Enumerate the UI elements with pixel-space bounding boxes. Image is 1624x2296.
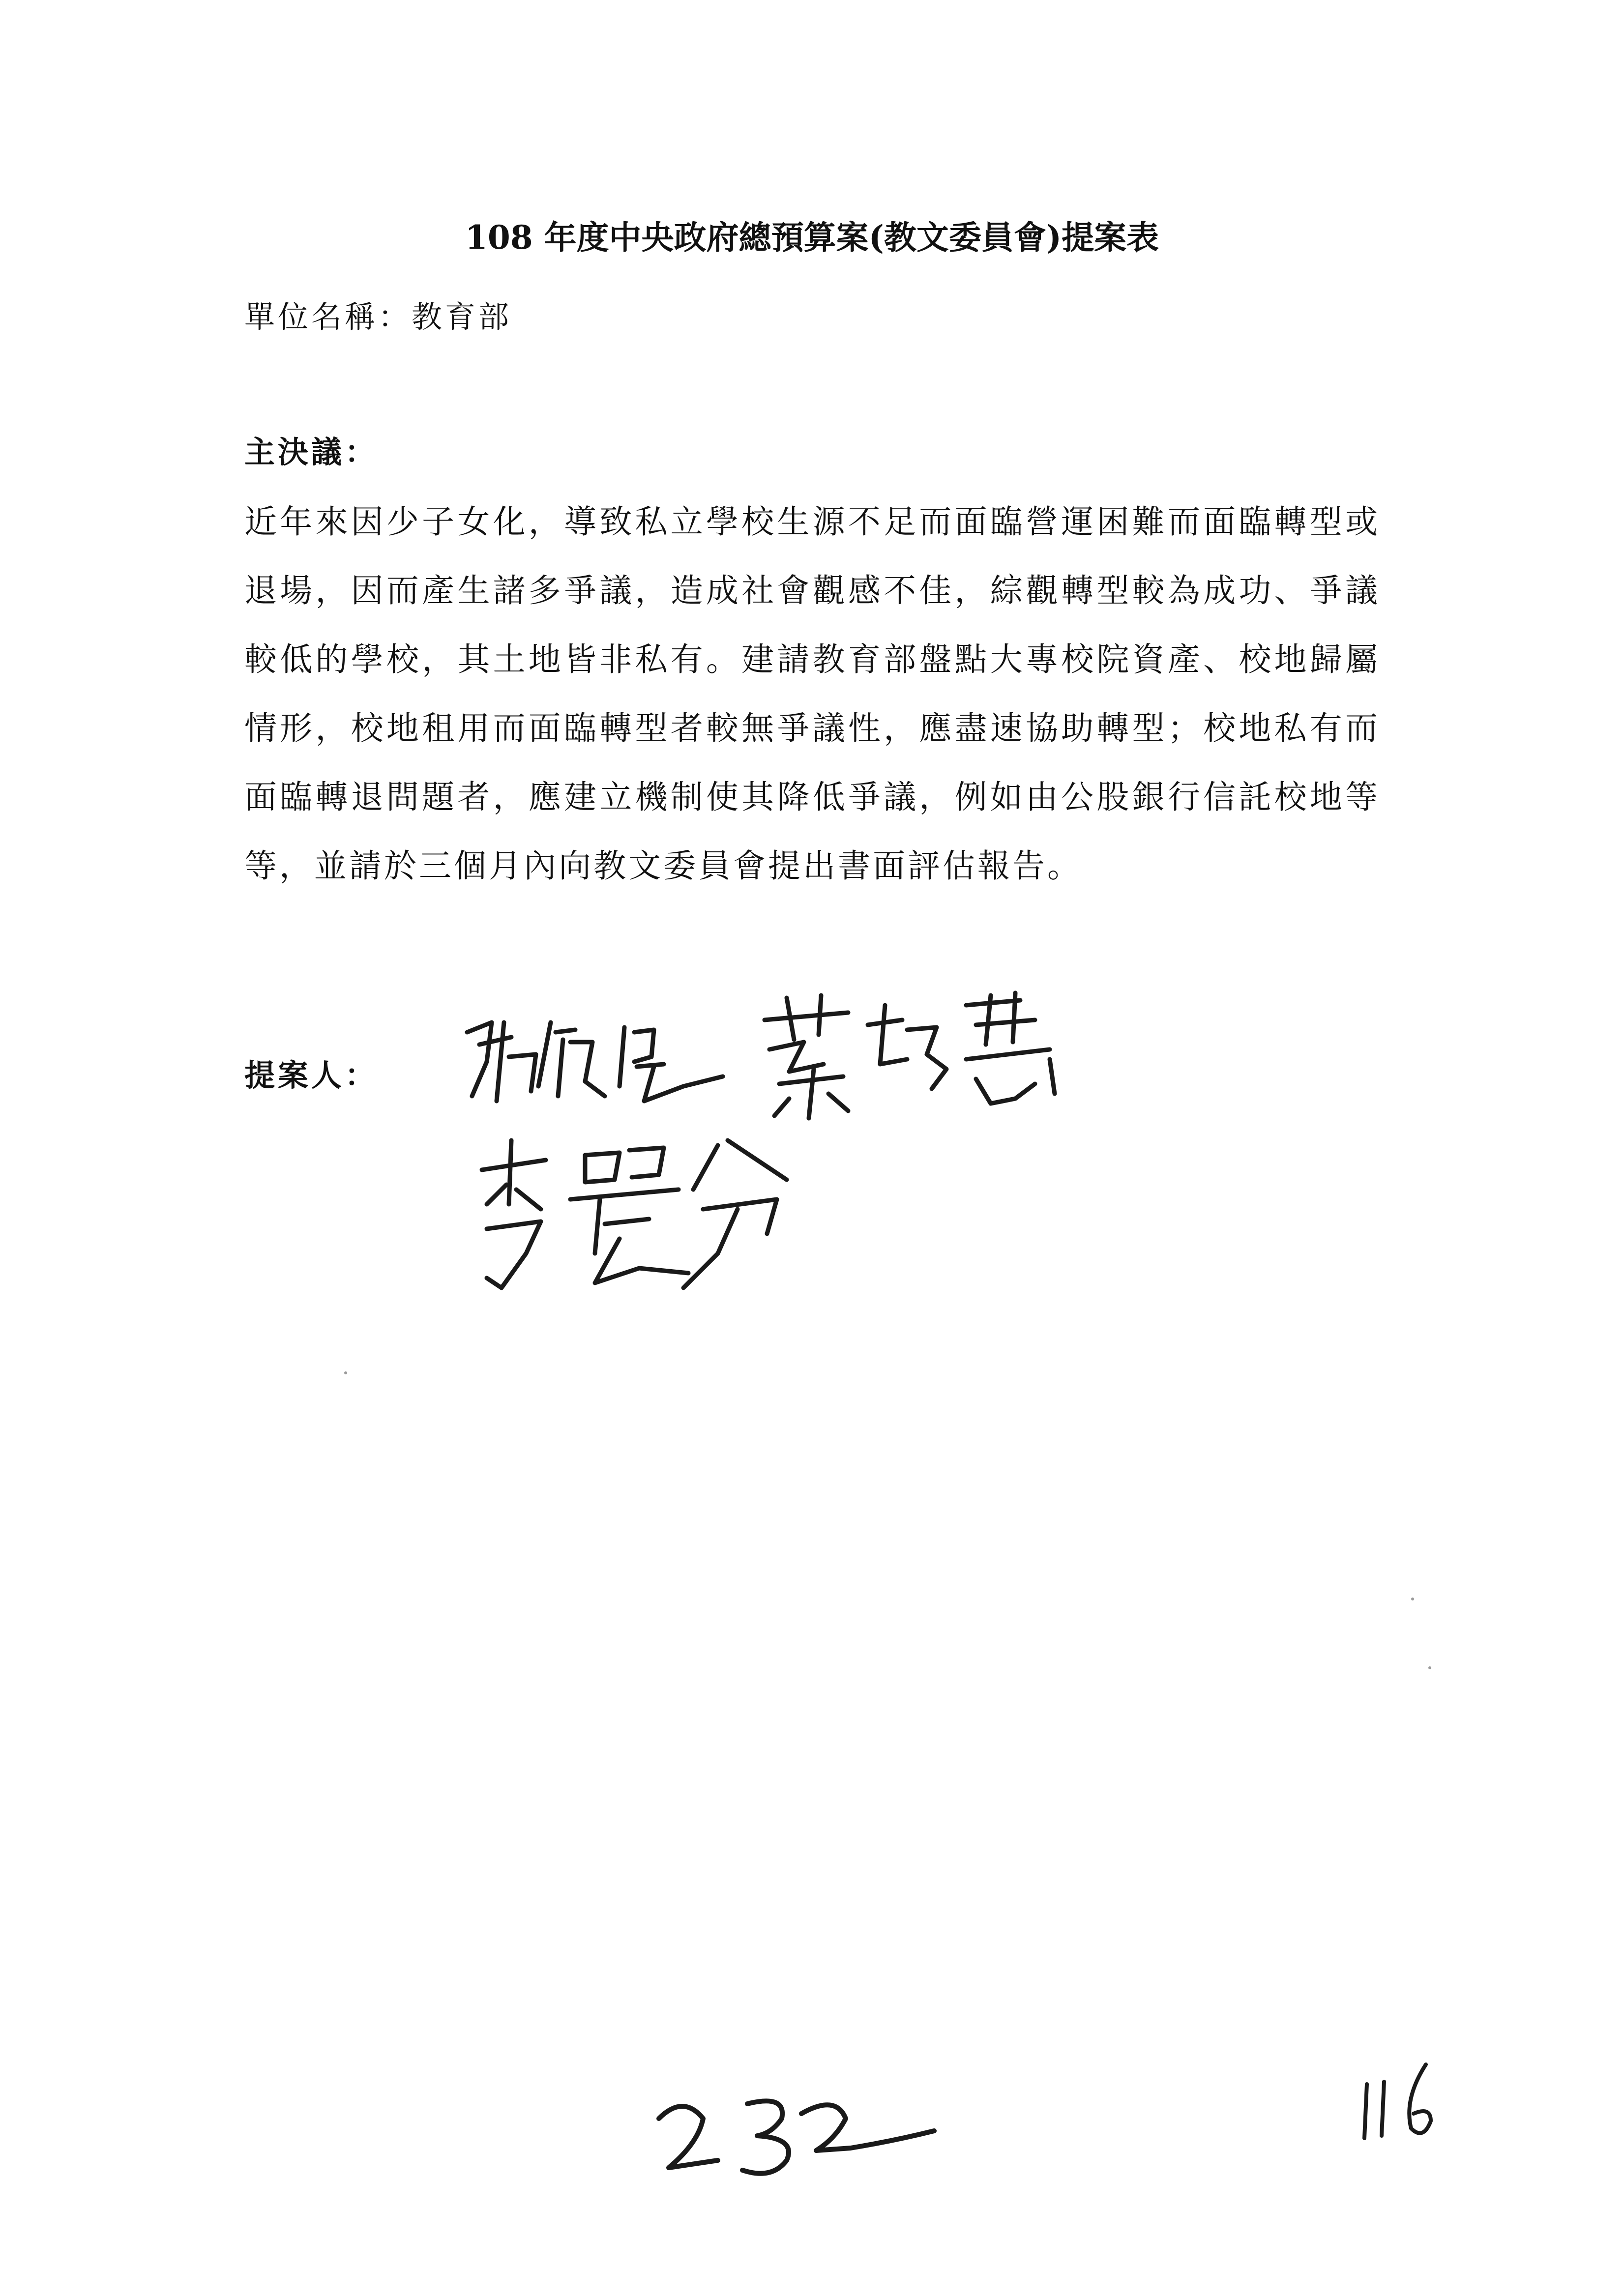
signature-li-li-fen [472, 1126, 816, 1310]
handwritten-page-number [639, 2074, 964, 2190]
scan-speck [1428, 1666, 1431, 1669]
handwritten-side-number [1357, 2055, 1450, 2146]
signature-tsai-pei-hui [760, 986, 1064, 1131]
proposer-label: 提案人： [244, 1057, 379, 1093]
unit-name-line: 單位名稱：教育部 [244, 299, 512, 335]
scan-speck [344, 1371, 347, 1374]
resolution-label: 主決議： [244, 434, 379, 470]
scan-speck [1411, 1598, 1414, 1600]
signature-luo-chih-cheng [457, 1003, 733, 1113]
document-title: 108 年度中央政府總預算案(教文委員會)提案表 [465, 218, 1159, 257]
resolution-text: 近年來因少子女化，導致私立學校生源不足而面臨營運困難而面臨轉型或退場，因而產生諸多爭議，造成社會觀感不佳，綜觀轉型較為成功、爭議較低的學校，其土地皆非私有。建請教育部盤點大專校院資產、校地歸屬情形，校地租用而面臨轉型者較無爭議性，應盡速協助轉型；校地私有而面臨轉退問題者，應建立機制使其降低爭議，例如由公股銀行信託校地等等，並請於三個月內向教文委員會提出書面評估報告。 [244, 503, 1380, 885]
